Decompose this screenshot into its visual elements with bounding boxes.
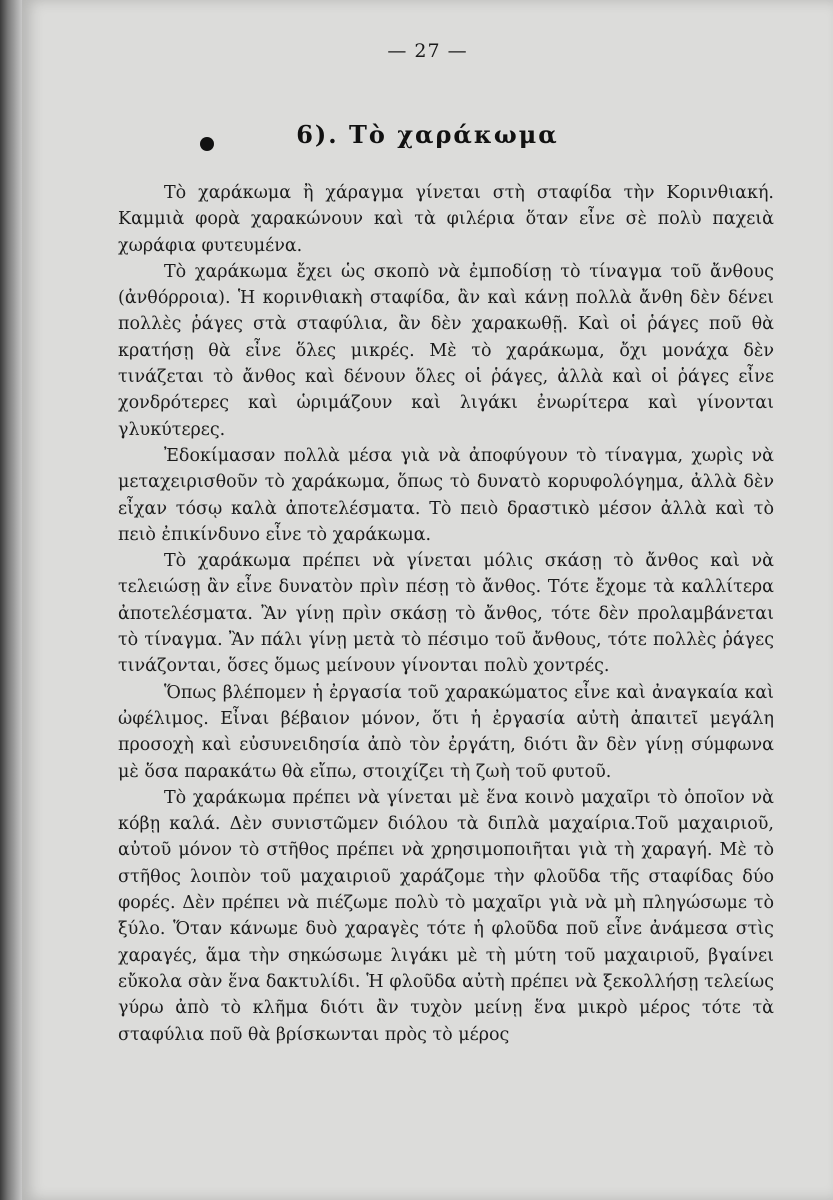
paragraph-3: Ἐδοκίμασαν πολλὰ μέσα γιὰ νὰ ἀποφύγουν τὸ τίναγμα, χωρὶς νὰ μεταχειρισθοῦν τὸ χαράκωμα, ὅπως τὸ δυνατὸ κορυφολόγημα, ἀλλὰ δὲν εἶχαν τόσῳ καλὰ ἀποτελέσματα. Τὸ πειὸ δραστικὸ μέσον ἀλλὰ καὶ τὸ πειὸ ἐπικίνδυνο εἶνε τὸ χαράκωμα. xyxy=(118,445,774,545)
section-heading: 6). Τὸ χαράκωμα xyxy=(296,120,559,149)
book-page xyxy=(22,0,833,1200)
paragraph-5: Ὅπως βλέπομεν ἡ ἐργασία τοῦ χαρακώματος εἶνε καὶ ἀναγκαία καὶ ὠφέλιμος. Εἶναι βέβαιον μόνον, ὅτι ἡ ἐργασία αὐτὴ ἀπαιτεῖ μεγάλη προσοχὴ καὶ εὐσυνειδησία ἀπὸ τὸν ἐργάτη, διότι ἂν δὲν γίνῃ σύμφωνα μὲ ὅσα παρακάτω θὰ εἴπω, στοιχίζει τὴ ζωὴ τοῦ φυτοῦ. xyxy=(118,682,774,782)
page-number: — 27 — xyxy=(387,40,468,62)
paragraph-6: Τὸ χαράκωμα πρέπει νὰ γίνεται μὲ ἕνα κοινὸ μαχαῖρι τὸ ὁποῖον νὰ κόβῃ καλά. Δὲν συνιστῶμεν διόλου τὰ διπλὰ μαχαίρια.Τοῦ μαχαιριοῦ, αὐτοῦ μόνον τὸ στῆθος πρέπει νὰ χρησιμοποιῆται γιὰ τὴ χαραγή. Μὲ τὸ στῆθος λοιπὸν τοῦ μαχαιριοῦ χαράζομε τὴν φλοῦδα τῆς σταφίδας δύο φορές. Δὲν πρέπει νὰ πιέζωμε πολὺ τὸ μαχαῖρι γιὰ νὰ μὴ πληγώσωμε τὸ ξύλο. Ὅταν κάνωμε δυὸ χαραγὲς τότε ἡ φλοῦδα ποῦ εἶνε ἀνάμεσα στὶς χαραγές, ἅμα τὴν σηκώσωμε λιγάκι μὲ τὴ μύτη τοῦ μαχαιριοῦ, βγαίνει εὔκολα σὰν ἕνα δακτυλίδι. Ἡ φλοῦδα αὐτὴ πρέπει νὰ ξεκολλήσῃ τελείως γύρω ἀπὸ τὸ κλῆμα διότι ἂν τυχὸν μείνῃ ἕνα μικρὸ μέρος τότε τὰ σταφύλια ποῦ θὰ βρίσκωνται πρὸς τὸ μέρος xyxy=(118,787,774,1045)
body-text xyxy=(118,180,774,1048)
paragraph-4: Τὸ χαράκωμα πρέπει νὰ γίνεται μόλις σκάσῃ τὸ ἄνθος καὶ νὰ τελειώσῃ ἂν εἶνε δυνατὸν πρὶν πέσῃ τὸ ἄνθος. Τότε ἔχομε τὰ καλλίτερα ἀποτελέσματα. Ἂν γίνῃ πρὶν σκάσῃ τὸ ἄνθος, τότε δὲν προλαμβάνεται τὸ τίναγμα. Ἂν πάλι γίνῃ μετὰ τὸ πέσιμο τοῦ ἄνθους, τότε πολλὲς ῥάγες τινάζονται, ὅσες ὅμως μείνουν γίνονται πολὺ χοντρές. xyxy=(118,551,774,677)
paragraph-2: Τὸ χαράκωμα ἔχει ὡς σκοπὸ νὰ ἐμποδίσῃ τὸ τίναγμα τοῦ ἄνθους (ἀνθόρροια). Ἡ κορινθιακὴ σταφίδα, ἂν καὶ κάνῃ πολλὰ ἄνθη δὲν δένει πολλὲς ῥάγες στὰ σταφύλια, ἂν δὲν χαρακωθῇ. Καὶ οἱ ῥάγες ποῦ θὰ κρατήσῃ θὰ εἶνε ὅλες μικρές. Μὲ τὸ χαράκωμα, ὄχι μονάχα δὲν τινάζεται τὸ ἄνθος καὶ δένουν ὅλες οἱ ῥάγες, ἀλλὰ καὶ οἱ ῥάγες εἶνε χονδρότερες καὶ ὡριμάζουν καὶ λιγάκι ἐνωρίτερα καὶ γίνονται γλυκύτερες. xyxy=(118,261,774,440)
paragraph-1: Τὸ χαράκωμα ἢ χάραγμα γίνεται στὴ σταφίδα τὴν Κορινθιακή. Καμμιὰ φορὰ χαρακώνουν καὶ τὰ φιλέρια ὅταν εἶνε σὲ πολὺ παχειὰ χωράφια φυτευμένα. xyxy=(118,183,774,256)
